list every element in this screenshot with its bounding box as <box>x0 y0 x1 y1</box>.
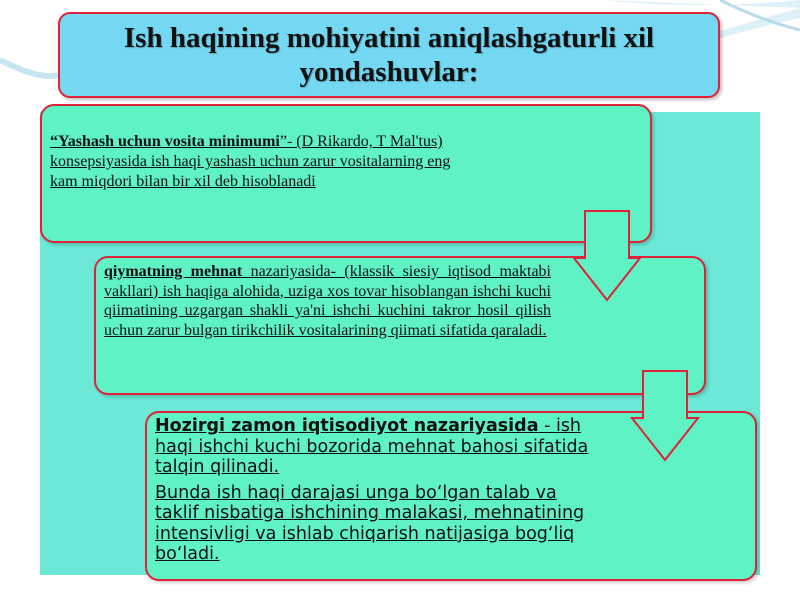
down-arrow-2-icon <box>630 370 700 462</box>
concept-body-2: nazariyasida- (klassik siesiy iqtisod maktabi vakllari) ish haqiga alohida, uziga xos tovar hisoblangan ishchi kuchi qiimatining uzgargan shakli ya'ni ishchi kuchini takror hosil qilish uchun zarur bulgan tirikchilik vositalarining qiimati sifatida qaraladi. <box>104 263 551 339</box>
concept-text-1 <box>50 132 480 192</box>
concept-body-1: ”- (D Rikardo, T Mal'tus) konsepsiyasida ish haqi yashash uchun zarur vositalarning eng kam miqdori bilan bir xil deb hisoblanadi <box>50 133 451 190</box>
concept-body-3b: Bunda ish haqi darajasi unga bo‘lgan talab va taklif nisbatiga ishchining malakasi, mehnatining intensivligi va ishlab chiqarish natijasiga bog‘liq bo‘ladi. <box>155 482 585 564</box>
concept-heading-2: qiymatning mehnat <box>104 263 243 280</box>
down-arrow-1-icon <box>572 210 642 302</box>
concept-body-3: - ish haqi ishchi kuchi bozorida mehnat bahosi sifatida talqin qilinadi. <box>155 416 589 477</box>
title-box <box>58 12 720 98</box>
concept-paragraph-3a <box>155 416 600 478</box>
concept-text-2 <box>104 262 551 340</box>
page-title: Ish haqining mohiyatini aniqlashgaturli xil yondashuvlar: <box>123 22 655 88</box>
concept-heading-1: “Yashash uchun vosita minimumi <box>50 133 280 150</box>
concept-text-3 <box>155 416 600 570</box>
concept-heading-3: Hozirgi zamon iqtisodiyot nazariyasida <box>155 416 539 436</box>
